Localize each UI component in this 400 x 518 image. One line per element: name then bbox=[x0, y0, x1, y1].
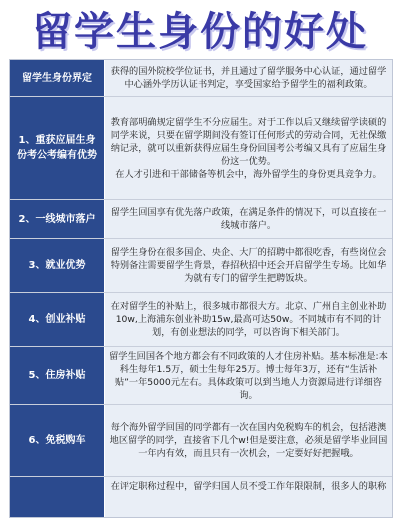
row-text: 留学生回国各个地方都会有不同政策的人才住房补贴。基本标准是:本科生每年1.5万，硕士生每年25万。博士每年3万，还有“生活补贴”一年5000元左右。具体政策可以到当地人力资源局进行详细咨询。 bbox=[109, 350, 388, 401]
row-text: 每个海外留学回国的同学都有一次在国内免税购车的机会，包括港澳地区留学的同学，直接省下几个w!但是要注意，必须是留学毕业回国一年内有效，而且只有一次机会，一定要好好把握哦。 bbox=[109, 422, 388, 459]
row-text: 在对留学生的补贴上，很多城市都很大方。北京、广州自主创业补助10w,上海浦东创业补助15w,最高可达50w。不同城市有不同的计划，有创业想法的同学，可以咨询下相关部门。 bbox=[110, 301, 387, 338]
row-label: 3、就业优势 bbox=[10, 239, 105, 292]
row-label: 5、住房补贴 bbox=[10, 347, 105, 404]
row-label: 4、创业补贴 bbox=[10, 293, 105, 346]
row-label: 留学生身份界定 bbox=[10, 60, 105, 96]
table-row bbox=[10, 97, 392, 200]
row-content bbox=[105, 200, 392, 238]
row-text: 在评定职称过程中，留学归国人员不受工作年限限制，很多人的职称 bbox=[110, 481, 387, 492]
row-label bbox=[10, 477, 105, 517]
row-text: 留学生身份在很多国企、央企、大厂的招聘中都很吃香，有些岗位会特别备注需要留学生背景，春招秋招中还会开启留学生专场。比如华为就有专门的留学生把聘饭块。 bbox=[110, 247, 387, 284]
table-row bbox=[10, 405, 392, 477]
row-text: 教育部明确规定留学生不分应届生。对于工作以后又继续留学读硕的同学来说，只要在留学期间没有签订任何形式的劳动合同，无社保缴纳记录，就可以重新获得应届生身份回国考公考编又具有了应届生身份这一优势。 bbox=[110, 116, 387, 167]
page-title: 留学生身份的好处 bbox=[32, 8, 368, 55]
row-content bbox=[105, 60, 392, 96]
row-text: 获得的国外院校学位证书，并且通过了留学服务中心认证，通过留学中心涵外学历认证书判定，享受国家给予留学生的福利政策。 bbox=[110, 66, 387, 90]
row-label: 2、一线城市落户 bbox=[10, 200, 105, 238]
table-row bbox=[10, 477, 392, 517]
table-row bbox=[10, 60, 392, 97]
row-content bbox=[105, 405, 392, 476]
table-row bbox=[10, 239, 392, 293]
row-content bbox=[105, 97, 392, 199]
table-row bbox=[10, 293, 392, 347]
row-content bbox=[105, 477, 392, 517]
row-content bbox=[105, 239, 392, 292]
benefits-table bbox=[9, 59, 393, 518]
row-text: 在人才引进和干部储备等机会中，海外留学生的身份更具竞争力。 bbox=[115, 168, 382, 180]
row-text: 留学生回国享有优先落户政策，在满足条件的情况下，可以直接在一线城市落户。 bbox=[110, 207, 387, 231]
table-row bbox=[10, 347, 392, 405]
table-row bbox=[10, 200, 392, 239]
row-label: 6、免税购车 bbox=[10, 405, 105, 476]
row-content bbox=[105, 347, 392, 404]
row-content bbox=[105, 293, 392, 346]
row-label: 1、重获应届生身份考公考编有优势 bbox=[10, 97, 105, 199]
